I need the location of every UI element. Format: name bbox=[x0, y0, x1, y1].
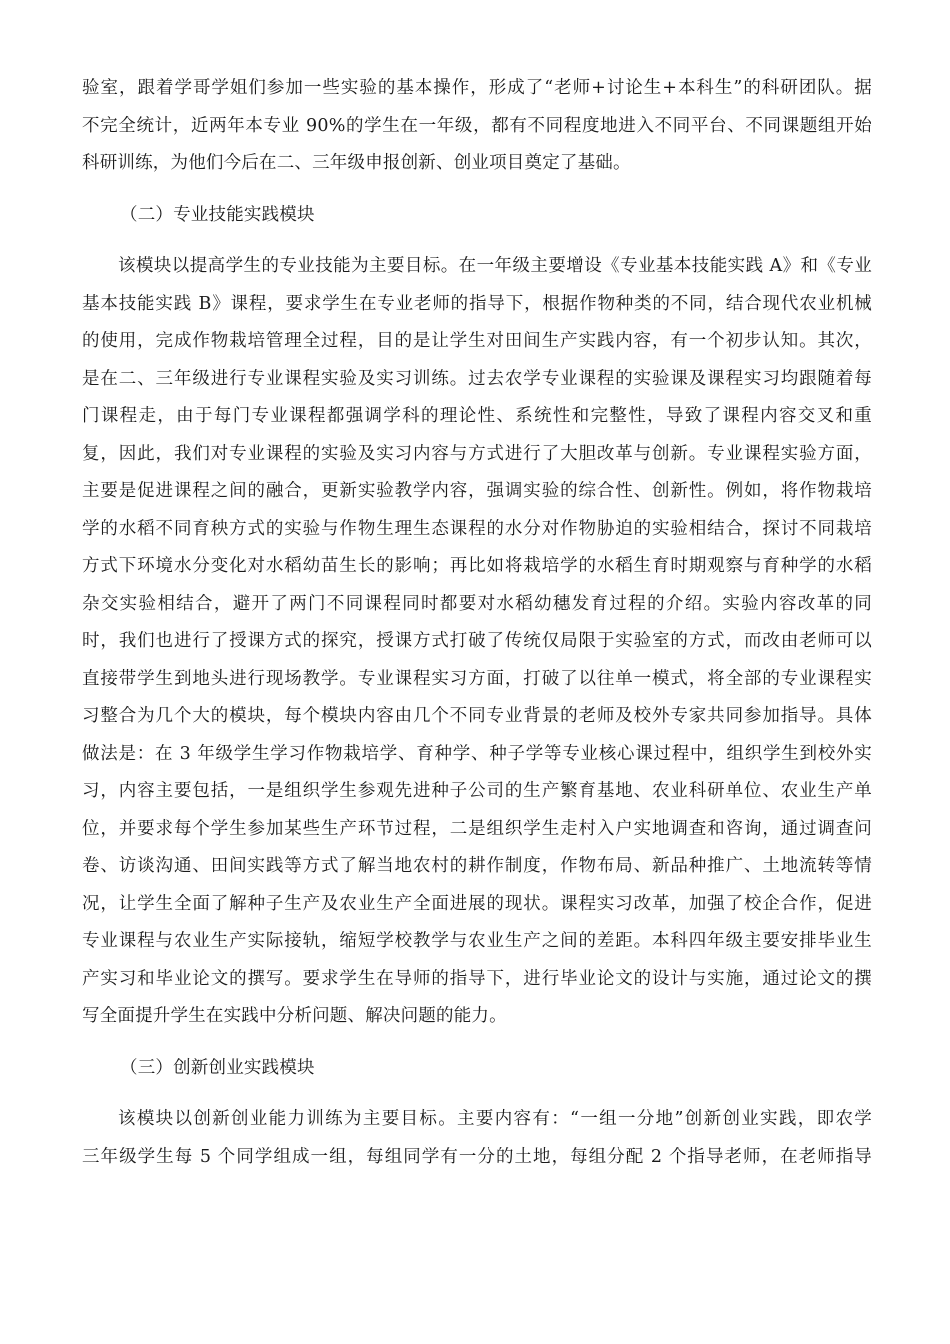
text-line: 基本技能实践 B》课程，要求学生在专业老师的指导下，根据作物种类的不同，结合现代农业机械 bbox=[82, 293, 872, 314]
text-line: 产实习和毕业论文的撰写。要求学生在导师的指导下，进行毕业论文的设计与实施，通过论文的撰 bbox=[82, 968, 872, 989]
text-line: 杂交实验相结合，避开了两门不同课程同时都要对水稻幼穗发育过程的介绍。实验内容改革的同 bbox=[82, 593, 872, 614]
text-line: 写全面提升学生在实践中分析问题、解决问题的能力。 bbox=[82, 1006, 507, 1026]
text-line: 卷、访谈沟通、田间实践等方式了解当地农村的耕作制度，作物布局、新品种推广、土地流转等情 bbox=[82, 856, 872, 876]
text-line: 该模块以提高学生的专业技能为主要目标。在一年级主要增设《专业基本技能实践 A》和《专业 bbox=[118, 256, 872, 276]
spacer bbox=[82, 1087, 872, 1101]
text-line: 直接带学生到地头进行现场教学。专业课程实习方面，打破了以往单一模式，将全部的专业课程实 bbox=[82, 668, 872, 689]
document-page bbox=[82, 70, 872, 1176]
text-line: 科研训练，为他们今后在二、三年级申报创新、创业项目奠定了基础。 bbox=[82, 153, 631, 173]
text-line: 三年级学生每 5 个同学组成一组，每组同学有一分的土地，每组分配 2 个指导老师，在老师指导 bbox=[82, 1146, 872, 1167]
text-line: 时，我们也进行了授课方式的探究，授课方式打破了传统仅局限于实验室的方式，而改由老师可以 bbox=[82, 631, 872, 651]
section-heading-innovation: （三）创新创业实践模块 bbox=[120, 1057, 315, 1078]
text-line: 复，因此，我们对专业课程的实验及实习内容与方式进行了大胆改革与创新。专业课程实验方面， bbox=[82, 443, 872, 464]
text-line: 验室，跟着学哥学姐们参加一些实验的基本操作，形成了“老师+讨论生+本科生”的科研团队。据 bbox=[82, 78, 872, 98]
text-line: 的使用，完成作物栽培管理全过程，目的是让学生对田间生产实践内容，有一个初步认知。其次， bbox=[82, 331, 872, 351]
text-line: 况，让学生全面了解种子生产及农业生产全面进展的现状。课程实习改革，加强了校企合作，促进 bbox=[82, 893, 872, 914]
text-line: 专业课程与农业生产实际接轨，缩短学校教学与农业生产之间的差距。本科四年级主要安排毕业生 bbox=[82, 931, 872, 951]
text-line: 位，并要求每个学生参加某些生产环节过程，二是组织学生走村入户实地调查和咨询，通过调查问 bbox=[82, 818, 872, 839]
spacer bbox=[82, 1036, 872, 1050]
text-line: 做法是：在 3 年级学生学习作物栽培学、育种学、种子学等专业核心课过程中，组织学生到校外实 bbox=[82, 743, 872, 764]
text-line: 习，内容主要包括，一是组织学生参观先进种子公司的生产繁育基地、农业科研单位、农业生产单 bbox=[82, 781, 872, 801]
spacer bbox=[82, 183, 872, 197]
paragraph-innovation-module bbox=[82, 1101, 872, 1176]
paragraph-skills-module bbox=[82, 248, 872, 1036]
text-line: 该模块以创新创业能力训练为主要目标。主要内容有：“一组一分地”创新创业实践，即农学 bbox=[118, 1109, 872, 1129]
section-heading-skills: （二）专业技能实践模块 bbox=[120, 204, 315, 225]
text-line: 门课程走，由于每门专业课程都强调学科的理论性、系统性和完整性，导致了课程内容交叉和重 bbox=[82, 406, 872, 426]
text-line: 习整合为几个大的模块，每个模块内容由几个不同专业背景的老师及校外专家共同参加指导。具体 bbox=[82, 706, 872, 726]
text-line: 主要是促进课程之间的融合，更新实验教学内容，强调实验的综合性、创新性。例如，将作物栽培 bbox=[82, 481, 872, 501]
spacer bbox=[82, 234, 872, 248]
text-line: 是在二、三年级进行专业课程实验及实习训练。过去农学专业课程的实验课及课程实习均跟随着每 bbox=[82, 368, 872, 389]
paragraph-research-team bbox=[82, 70, 872, 183]
text-line: 方式下环境水分变化对水稻幼苗生长的影响；再比如将栽培学的水稻生育时期观察与育种学的水稻 bbox=[82, 556, 872, 576]
text-line: 学的水稻不同育秧方式的实验与作物生理生态课程的水分对作物胁迫的实验相结合，探讨不同栽培 bbox=[82, 518, 872, 539]
text-line: 不完全统计，近两年本专业 90%的学生在一年级，都有不同程度地进入不同平台、不同课题组开始 bbox=[82, 115, 872, 136]
